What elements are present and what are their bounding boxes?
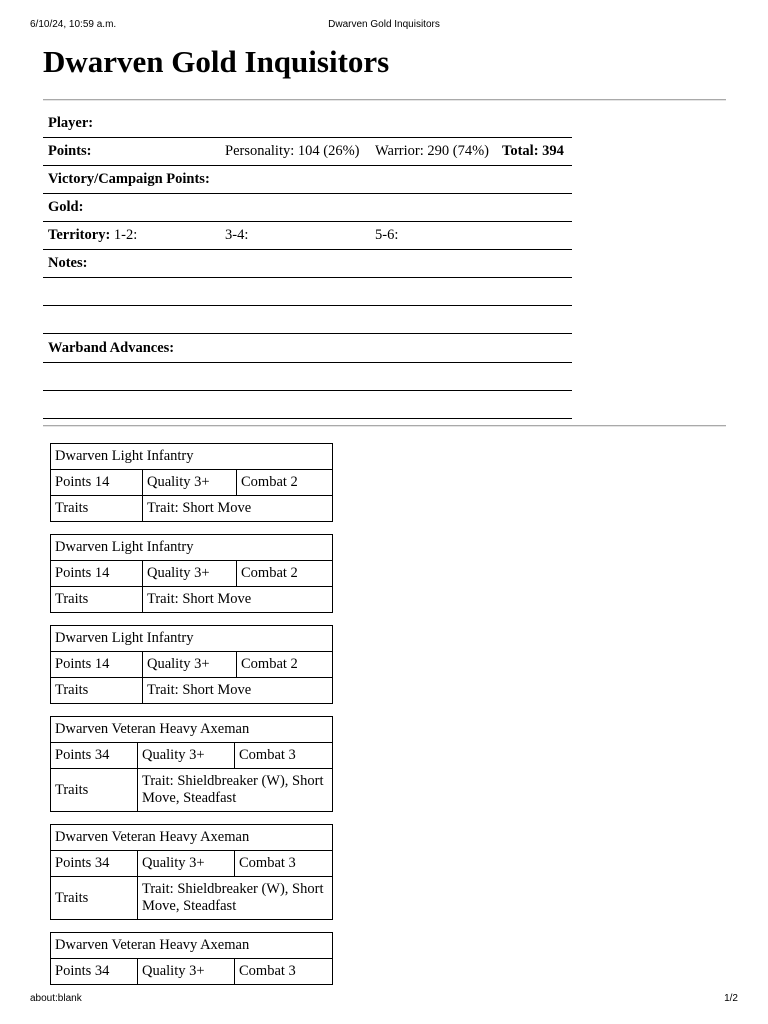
print-page-number: 1/2 (724, 993, 738, 1004)
victory-row (43, 166, 572, 194)
divider-bottom (43, 425, 726, 427)
print-footer (30, 993, 738, 1007)
unit-card (50, 443, 333, 522)
territory-row (43, 222, 572, 250)
print-datetime: 6/10/24, 10:59 a.m. (30, 19, 117, 30)
victory-label: Victory/Campaign Points: (48, 171, 210, 187)
unit-combat: Combat 2 (237, 652, 333, 678)
unit-card (50, 824, 333, 920)
unit-traits: Trait: Short Move (143, 678, 333, 704)
territory-label: Territory: (48, 227, 111, 243)
advances-row (43, 334, 572, 363)
player-label: Player: (48, 115, 94, 131)
unit-traits: Trait: Shieldbreaker (W), Short Move, Steadfast (138, 877, 333, 920)
unit-combat: Combat 3 (235, 743, 333, 769)
unit-quality: Quality 3+ (143, 561, 237, 587)
territory-1-2: 1-2: (113, 227, 138, 243)
unit-name: Dwarven Light Infantry (51, 626, 333, 652)
gold-row (43, 194, 572, 222)
notes-row (43, 250, 572, 278)
unit-name: Dwarven Veteran Heavy Axeman (51, 717, 333, 743)
unit-points: Points 14 (51, 470, 143, 496)
territory-5-6: 5-6: (375, 227, 399, 243)
advances-label: Warband Advances: (48, 340, 175, 356)
unit-traits: Trait: Shieldbreaker (W), Short Move, Steadfast (138, 769, 333, 812)
points-label: Points: (48, 143, 92, 159)
print-page-title: Dwarven Gold Inquisitors (328, 19, 440, 30)
territory-cell-1 (48, 227, 137, 244)
unit-cards (50, 443, 332, 985)
total-points: Total: 394 (502, 143, 564, 159)
unit-name: Dwarven Light Infantry (51, 444, 333, 470)
unit-quality: Quality 3+ (138, 851, 235, 877)
unit-card (50, 932, 333, 985)
unit-points: Points 34 (51, 851, 138, 877)
unit-name: Dwarven Veteran Heavy Axeman (51, 933, 333, 959)
unit-points: Points 34 (51, 743, 138, 769)
unit-points: Points 14 (51, 561, 143, 587)
unit-card (50, 625, 333, 704)
unit-quality: Quality 3+ (138, 959, 235, 985)
unit-points: Points 34 (51, 959, 138, 985)
notes-label: Notes: (48, 255, 88, 271)
unit-combat: Combat 2 (237, 561, 333, 587)
advances-line-1 (43, 363, 572, 391)
warrior-points: Warrior: 290 (74%) (375, 143, 489, 159)
unit-traits-label: Traits (51, 678, 143, 704)
unit-traits-label: Traits (51, 496, 143, 522)
unit-points: Points 14 (51, 652, 143, 678)
unit-card (50, 716, 333, 812)
personality-points: Personality: 104 (26%) (225, 143, 360, 159)
print-header (30, 19, 738, 33)
unit-traits: Trait: Short Move (143, 496, 333, 522)
unit-traits-label: Traits (51, 587, 143, 613)
notes-line-1 (43, 278, 572, 306)
page-title: Dwarven Gold Inquisitors (43, 44, 390, 79)
unit-name: Dwarven Veteran Heavy Axeman (51, 825, 333, 851)
notes-line-2 (43, 306, 572, 334)
territory-3-4: 3-4: (225, 227, 249, 243)
unit-quality: Quality 3+ (143, 470, 237, 496)
unit-name: Dwarven Light Infantry (51, 535, 333, 561)
warband-info-table (43, 110, 572, 419)
print-url: about:blank (30, 993, 82, 1004)
unit-quality: Quality 3+ (138, 743, 235, 769)
unit-quality: Quality 3+ (143, 652, 237, 678)
unit-traits-label: Traits (51, 769, 138, 812)
advances-line-2 (43, 391, 572, 419)
unit-traits-label: Traits (51, 877, 138, 920)
player-row (43, 110, 572, 138)
points-row (43, 138, 572, 166)
unit-combat: Combat 3 (235, 959, 333, 985)
gold-label: Gold: (48, 199, 84, 215)
unit-combat: Combat 3 (235, 851, 333, 877)
unit-combat: Combat 2 (237, 470, 333, 496)
unit-card (50, 534, 333, 613)
divider-top (43, 99, 726, 101)
unit-traits: Trait: Short Move (143, 587, 333, 613)
